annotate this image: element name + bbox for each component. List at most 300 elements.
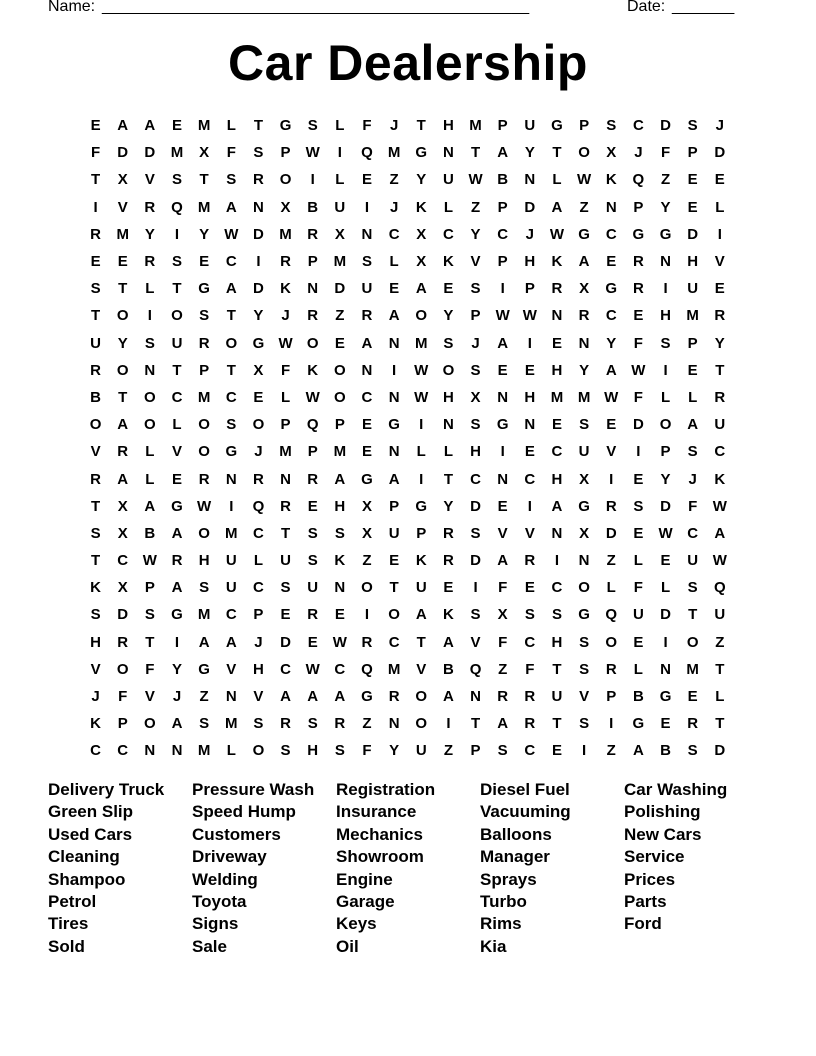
grid-letter: E <box>660 552 671 570</box>
grid-letter: R <box>280 497 291 515</box>
grid-letter: H <box>90 633 101 651</box>
word-list-item: Delivery Truck <box>48 780 165 799</box>
grid-letter: L <box>226 117 236 135</box>
grid-letter: M <box>225 524 238 542</box>
grid-letter: E <box>334 606 345 624</box>
word-list-item: Speed Hump <box>192 802 296 822</box>
grid-letter: M <box>279 225 292 243</box>
grid-letter: R <box>307 606 319 624</box>
word-list-item: Service <box>624 847 685 867</box>
grid-letter: H <box>442 388 454 406</box>
grid-letter: U <box>442 171 454 189</box>
grid-letter: K <box>90 579 101 597</box>
grid-letter: T <box>172 361 182 379</box>
grid-letter: I <box>256 253 261 271</box>
grid-letter: Y <box>470 225 481 243</box>
grid-letter: Q <box>361 660 373 678</box>
grid-letter: D <box>524 198 536 216</box>
grid-letter: I <box>500 280 505 298</box>
grid-letter: E <box>633 524 644 542</box>
grid-letter: O <box>415 688 428 706</box>
grid-letter: V <box>470 253 481 271</box>
grid-letter: H <box>551 470 563 488</box>
grid-letter: P <box>416 524 427 542</box>
grid-letter: G <box>659 225 672 243</box>
grid-letter: R <box>144 253 156 271</box>
grid-letter: J <box>471 334 480 352</box>
grid-letter: M <box>197 388 211 406</box>
grid-letter: N <box>442 416 454 434</box>
grid-letter: A <box>605 361 617 379</box>
grid-letter: G <box>171 606 183 624</box>
grid-letter: U <box>307 579 319 597</box>
word-list-item: New Cars <box>624 824 702 844</box>
grid-letter: J <box>715 117 724 135</box>
grid-letter: I <box>147 307 152 325</box>
grid-letter: R <box>307 225 319 243</box>
grid-letter: N <box>388 443 400 461</box>
grid-letter: M <box>686 307 699 325</box>
grid-letter: G <box>361 688 373 706</box>
grid-letter: C <box>524 470 536 488</box>
grid-letter: G <box>578 497 590 515</box>
grid-letter: P <box>633 198 644 216</box>
grid-letter: I <box>717 225 722 243</box>
grid-letter: L <box>688 388 698 406</box>
word-column <box>624 779 768 936</box>
grid-letter: F <box>362 742 372 760</box>
grid-letter: Q <box>713 579 726 597</box>
grid-letter: C <box>171 388 183 406</box>
word-list-item: Ford <box>624 914 662 934</box>
grid-letter: C <box>225 606 237 624</box>
grid-letter: Q <box>605 606 618 624</box>
grid-letter: W <box>278 334 293 352</box>
grid-letter: R <box>334 715 346 733</box>
grid-letter: O <box>415 307 428 325</box>
grid-letter: P <box>497 253 508 271</box>
grid-letter: V <box>117 198 128 216</box>
grid-letter: S <box>470 524 481 542</box>
grid-letter: Z <box>362 715 372 733</box>
word-list-item: Prices <box>624 869 676 889</box>
grid-letter: L <box>145 470 155 488</box>
grid-letter: M <box>387 660 401 678</box>
grid-letter: S <box>687 117 698 135</box>
word-column <box>192 779 336 958</box>
grid-letter: S <box>524 606 535 624</box>
grid-letter: H <box>687 253 699 271</box>
grid-letter: G <box>605 280 618 298</box>
grid-letter: S <box>687 579 698 597</box>
grid-letter: O <box>144 715 156 733</box>
grid-letter: B <box>632 688 644 706</box>
grid-letter: M <box>197 198 211 216</box>
grid-letter: I <box>310 171 315 189</box>
grid-letter: L <box>335 117 345 135</box>
grid-letter: L <box>715 198 725 216</box>
grid-letter: A <box>415 606 427 624</box>
grid-letter: S <box>90 280 101 298</box>
grid-letter: H <box>470 443 481 461</box>
grid-letter: P <box>334 416 345 434</box>
grid-letter: Y <box>117 334 128 352</box>
grid-letter: S <box>199 307 210 325</box>
grid-letter: S <box>443 334 454 352</box>
grid-letter: J <box>254 633 263 651</box>
grid-letter: R <box>442 524 454 542</box>
grid-letter: A <box>551 198 563 216</box>
grid-letter: V <box>579 688 590 706</box>
grid-letter: N <box>280 470 291 488</box>
grid-letter: E <box>199 253 210 271</box>
grid-letter: S <box>361 253 372 271</box>
grid-letter: F <box>145 660 155 678</box>
grid-letter: E <box>714 280 725 298</box>
grid-letter: Y <box>714 334 725 352</box>
grid-letter: C <box>524 742 536 760</box>
grid-letter: A <box>144 117 156 135</box>
grid-letter: G <box>171 497 183 515</box>
grid-letter: O <box>442 361 455 379</box>
word-list-item: Shampoo <box>48 869 126 889</box>
grid-letter: Z <box>470 198 481 216</box>
grid-letter: J <box>254 443 263 461</box>
grid-letter: P <box>606 688 617 706</box>
grid-letter: X <box>470 388 481 406</box>
grid-letter: M <box>225 715 238 733</box>
grid-letter: K <box>442 253 454 271</box>
grid-letter: W <box>549 225 565 243</box>
grid-letter: L <box>145 280 155 298</box>
grid-letter: I <box>229 497 234 515</box>
grid-letter: W <box>712 497 727 515</box>
grid-letter: A <box>442 633 454 651</box>
date-field[interactable]: _______ <box>672 0 735 15</box>
grid-letter: W <box>197 497 212 515</box>
grid-letter: A <box>334 470 346 488</box>
page-title: Car Dealership <box>228 35 588 91</box>
grid-letter: S <box>307 524 318 542</box>
grid-row <box>82 520 734 547</box>
word-list-item: Parts <box>624 891 667 911</box>
grid-letter: O <box>198 416 210 434</box>
grid-letter: C <box>388 633 400 651</box>
grid-letter: C <box>687 524 699 542</box>
grid-letter: I <box>554 552 560 570</box>
grid-letter: A <box>225 280 237 298</box>
grid-letter: T <box>389 579 399 597</box>
grid-letter: F <box>688 497 698 515</box>
grid-letter: O <box>578 579 590 597</box>
grid-letter: U <box>280 552 291 570</box>
word-list-item: Showroom <box>336 847 424 867</box>
grid-letter: A <box>171 715 183 733</box>
word-list-item: Mechanics <box>336 824 423 844</box>
grid-letter: A <box>442 688 454 706</box>
grid-letter: D <box>660 606 671 624</box>
grid-letter: C <box>225 253 237 271</box>
grid-letter: B <box>144 524 156 542</box>
grid-letter: E <box>443 579 454 597</box>
grid-letter: A <box>497 715 509 733</box>
grid-letter: Z <box>389 171 399 189</box>
grid-letter: L <box>443 443 453 461</box>
grid-letter: W <box>305 660 320 678</box>
grid-letter: H <box>252 660 264 678</box>
grid-letter: D <box>714 742 726 760</box>
grid-letter: E <box>551 334 562 352</box>
grid-letter: A <box>497 552 509 570</box>
grid-row <box>82 330 734 357</box>
grid-letter: N <box>225 470 237 488</box>
grid-letter: X <box>416 253 427 271</box>
grid-letter: I <box>663 280 668 298</box>
grid-letter: S <box>280 579 291 597</box>
grid-letter: V <box>524 524 535 542</box>
grid-letter: Q <box>306 416 319 434</box>
grid-letter: H <box>660 307 671 325</box>
grid-letter: E <box>687 171 698 189</box>
grid-letter: S <box>171 253 182 271</box>
grid-letter: I <box>636 443 641 461</box>
grid-letter: I <box>93 198 98 216</box>
grid-letter: A <box>280 688 291 706</box>
grid-letter: A <box>117 416 129 434</box>
grid-letter: D <box>117 606 129 624</box>
grid-letter: Y <box>606 334 617 352</box>
grid-letter: Y <box>660 198 671 216</box>
grid-letter: K <box>307 361 319 379</box>
word-list-item: Tires <box>48 914 89 934</box>
grid-letter: R <box>442 552 454 570</box>
grid-letter: Z <box>199 688 209 706</box>
grid-letter: T <box>552 660 562 678</box>
grid-letter: J <box>91 688 100 706</box>
grid-letter: K <box>334 552 346 570</box>
grid-row <box>82 547 734 574</box>
grid-letter: E <box>253 388 264 406</box>
grid-letter: O <box>252 416 265 434</box>
grid-letter: S <box>199 579 210 597</box>
grid-letter: W <box>224 225 239 243</box>
grid-letter: O <box>144 388 156 406</box>
grid-letter: F <box>498 579 508 597</box>
grid-letter: R <box>361 307 373 325</box>
grid-letter: T <box>90 307 101 325</box>
grid-letter: P <box>497 198 508 216</box>
grid-letter: W <box>522 307 537 325</box>
grid-letter: M <box>197 606 211 624</box>
grid-letter: C <box>524 633 536 651</box>
grid-letter: S <box>551 606 562 624</box>
grid-letter: H <box>442 117 454 135</box>
grid-letter: S <box>579 715 590 733</box>
grid-letter: O <box>198 443 210 461</box>
grid-letter: L <box>280 388 291 406</box>
grid-letter: E <box>497 497 508 515</box>
grid-letter: H <box>524 253 536 271</box>
grid-letter: S <box>253 144 264 162</box>
grid-letter: C <box>117 742 129 760</box>
grid-letter: E <box>443 280 454 298</box>
header-line <box>48 0 748 20</box>
grid-letter: C <box>252 524 264 542</box>
grid-letter: I <box>364 198 370 216</box>
grid-letter: I <box>663 633 668 651</box>
grid-row <box>82 221 734 248</box>
grid-letter: O <box>659 416 672 434</box>
grid-letter: W <box>414 361 429 379</box>
grid-letter: V <box>253 688 264 706</box>
grid-letter: T <box>226 361 236 379</box>
grid-letter: Z <box>498 660 508 678</box>
grid-letter: M <box>333 253 347 271</box>
grid-row <box>82 493 734 520</box>
grid-letter: C <box>90 742 101 760</box>
grid-letter: E <box>524 579 535 597</box>
grid-letter: L <box>660 388 671 406</box>
grid-letter: C <box>605 225 617 243</box>
grid-row <box>82 465 734 492</box>
grid-letter: H <box>551 633 563 651</box>
grid-letter: I <box>337 144 342 162</box>
grid-letter: T <box>90 497 101 515</box>
grid-letter: K <box>415 552 427 570</box>
grid-letter: S <box>633 497 644 515</box>
grid-letter: D <box>334 280 346 298</box>
grid-letter: D <box>687 225 699 243</box>
grid-letter: A <box>117 117 129 135</box>
grid-letter: R <box>307 307 319 325</box>
grid-letter: S <box>144 606 155 624</box>
word-list-item: Vacuuming <box>480 802 571 822</box>
grid-letter: T <box>688 606 698 624</box>
word-list-item: Oil <box>336 936 359 956</box>
grid-letter: F <box>498 633 508 651</box>
grid-letter: U <box>415 742 427 760</box>
word-list <box>48 779 768 959</box>
grid-letter: R <box>605 660 617 678</box>
grid-letter: U <box>334 198 346 216</box>
grid-letter: S <box>687 742 698 760</box>
word-list-item: Registration <box>336 780 436 799</box>
grid-letter: R <box>144 198 156 216</box>
grid-letter: L <box>443 198 453 216</box>
grid-letter: V <box>416 660 427 678</box>
grid-letter: B <box>90 388 101 406</box>
grid-letter: N <box>470 688 481 706</box>
grid-letter: O <box>334 361 346 379</box>
grid-letter: W <box>604 388 619 406</box>
grid-letter: G <box>198 660 210 678</box>
grid-letter: S <box>470 280 481 298</box>
grid-letter: E <box>361 171 372 189</box>
grid-letter: W <box>577 171 592 189</box>
grid-letter: T <box>552 144 562 162</box>
grid-letter: J <box>634 144 643 162</box>
grid-letter: L <box>660 579 671 597</box>
word-list-item: Cleaning <box>48 847 120 867</box>
grid-letter: E <box>171 470 182 488</box>
grid-letter: R <box>252 171 264 189</box>
grid-letter: T <box>90 552 101 570</box>
grid-letter: W <box>712 552 727 570</box>
grid-letter: U <box>687 280 699 298</box>
grid-letter: V <box>470 633 481 651</box>
grid-letter: P <box>280 144 291 162</box>
grid-letter: N <box>497 388 509 406</box>
grid-letter: F <box>525 660 535 678</box>
grid-letter: N <box>551 307 563 325</box>
grid-letter: A <box>551 497 563 515</box>
grid-letter: Y <box>171 660 182 678</box>
grid-letter: S <box>579 660 590 678</box>
grid-letter: N <box>252 198 264 216</box>
grid-letter: G <box>252 334 265 352</box>
grid-letter: I <box>419 416 424 434</box>
grid-letter: X <box>579 470 590 488</box>
grid-row <box>82 275 734 302</box>
grid-letter: N <box>524 171 536 189</box>
grid-letter: N <box>660 253 671 271</box>
grid-letter: I <box>392 361 397 379</box>
grid-row <box>82 194 734 221</box>
grid-letter: G <box>198 280 210 298</box>
grid-letter: R <box>524 552 536 570</box>
grid-letter: C <box>334 660 346 678</box>
grid-letter: L <box>335 171 345 189</box>
grid-letter: N <box>442 144 454 162</box>
grid-letter: O <box>89 416 102 434</box>
grid-letter: R <box>198 334 210 352</box>
grid-letter: Y <box>416 171 427 189</box>
grid-letter: N <box>334 579 346 597</box>
grid-letter: T <box>199 171 209 189</box>
grid-letter: Q <box>361 144 373 162</box>
grid-letter: K <box>415 198 427 216</box>
grid-letter: M <box>469 117 482 135</box>
grid-letter: U <box>524 117 536 135</box>
grid-letter: C <box>551 579 563 597</box>
word-list-item: Pressure Wash <box>192 780 315 799</box>
grid-letter: X <box>117 524 128 542</box>
grid-letter: I <box>609 470 614 488</box>
word-list-item: Turbo <box>480 891 527 911</box>
name-field[interactable]: ________________________________________________ <box>102 0 530 15</box>
grid-letter: V <box>144 171 155 189</box>
grid-letter: E <box>551 742 562 760</box>
grid-letter: U <box>225 579 237 597</box>
grid-letter: K <box>714 470 726 488</box>
word-list-item: Customers <box>192 824 281 844</box>
grid-letter: C <box>714 443 726 461</box>
grid-letter: U <box>714 606 726 624</box>
grid-letter: S <box>307 715 318 733</box>
grid-letter: N <box>388 334 400 352</box>
word-list-item: Sold <box>48 936 85 956</box>
grid-letter: J <box>389 117 399 135</box>
word-column <box>48 779 192 958</box>
word-list-item: Balloons <box>480 824 552 844</box>
grid-letter: Q <box>171 198 183 216</box>
grid-letter: K <box>442 606 454 624</box>
grid-letter: S <box>280 742 291 760</box>
grid-letter: E <box>687 361 698 379</box>
grid-letter: R <box>632 253 644 271</box>
grid-letter: S <box>660 334 671 352</box>
grid-letter: R <box>687 715 699 733</box>
